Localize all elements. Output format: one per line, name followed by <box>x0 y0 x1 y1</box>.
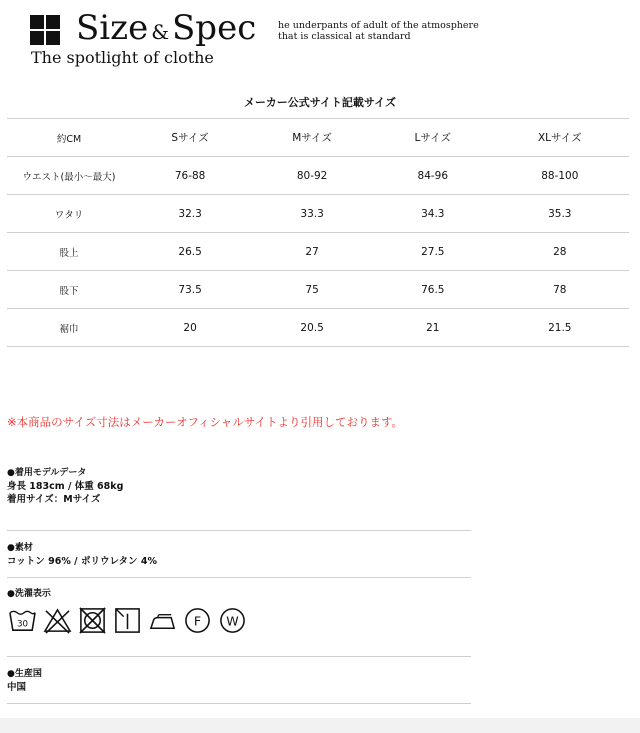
row-label: 裾巾 <box>7 309 131 347</box>
table-cell: 21.5 <box>491 309 629 347</box>
iron-low-icon <box>148 606 177 635</box>
table-cell: 28 <box>491 233 629 271</box>
divider <box>7 577 471 578</box>
header-cell-s: Sサイズ <box>131 119 249 157</box>
table-row <box>7 309 629 347</box>
table-cell: 32.3 <box>131 195 249 233</box>
table-row <box>7 271 629 309</box>
line-dry-shade-icon <box>113 606 142 635</box>
tagline <box>278 20 479 42</box>
table-cell: 20 <box>131 309 249 347</box>
title-amp: & <box>151 20 170 44</box>
model-worn-size: 着用サイズ：Mサイズ <box>7 494 101 505</box>
table-cell: 78 <box>491 271 629 309</box>
model-heading: ●着用モデルデータ <box>7 468 87 478</box>
dry-clean-f-icon <box>183 606 212 635</box>
table-row <box>7 233 629 271</box>
header-cell-xl: XLサイズ <box>491 119 629 157</box>
row-label: ワタリ <box>7 195 131 233</box>
table-cell: 21 <box>375 309 491 347</box>
row-label: 股上 <box>7 233 131 271</box>
table-cell: 20.5 <box>249 309 375 347</box>
divider <box>7 703 471 704</box>
origin-heading: ●生産国 <box>7 669 42 679</box>
no-tumble-dry-icon <box>78 606 107 635</box>
material-heading: ●素材 <box>7 543 33 553</box>
page-title <box>76 8 256 48</box>
origin-value: 中国 <box>7 682 27 693</box>
header-cell-m: Mサイズ <box>249 119 375 157</box>
wet-clean-w-icon <box>218 606 247 635</box>
row-label: ウエスト(最小〜最大) <box>7 157 131 195</box>
header-cell-l: Lサイズ <box>375 119 491 157</box>
title-size: Size <box>76 8 149 48</box>
row-label: 股下 <box>7 271 131 309</box>
table-cell: 27.5 <box>375 233 491 271</box>
page-subtitle: The spotlight of clothe <box>31 48 214 67</box>
size-table-header-row <box>7 119 629 157</box>
table-cell: 88-100 <box>491 157 629 195</box>
table-row <box>7 157 629 195</box>
care-heading: ●洗濯表示 <box>7 589 51 599</box>
divider <box>7 530 471 531</box>
bottom-bar <box>0 718 640 733</box>
table-cell: 35.3 <box>491 195 629 233</box>
table-cell: 76.5 <box>375 271 491 309</box>
tagline-line2: that is classical at standard <box>278 31 411 42</box>
table-cell: 34.3 <box>375 195 491 233</box>
logo-grid-icon <box>30 15 60 45</box>
size-table <box>7 118 629 347</box>
model-height-weight: 身長 183cm / 体重 68kg <box>7 481 124 492</box>
table-cell: 76-88 <box>131 157 249 195</box>
table-cell: 80-92 <box>249 157 375 195</box>
table-cell: 26.5 <box>131 233 249 271</box>
header-cell-unit: 約CM <box>7 119 131 157</box>
care-icons <box>8 606 247 635</box>
source-notice: ※本商品のサイズ寸法はメーカーオフィシャルサイトより引用しております。 <box>7 415 404 429</box>
size-table-title: メーカー公式サイト記載サイズ <box>243 96 397 109</box>
dry-clean-letter: F <box>193 613 202 629</box>
material-value: コットン 96% / ポリウレタン 4% <box>7 556 157 567</box>
table-cell: 75 <box>249 271 375 309</box>
table-cell: 33.3 <box>249 195 375 233</box>
table-row <box>7 195 629 233</box>
table-cell: 27 <box>249 233 375 271</box>
title-spec: Spec <box>172 8 257 48</box>
model-data-block <box>7 467 123 506</box>
table-cell: 73.5 <box>131 271 249 309</box>
wash-30-icon <box>8 606 37 635</box>
origin-block <box>7 668 42 694</box>
no-bleach-icon <box>43 606 72 635</box>
material-block <box>7 542 157 568</box>
header <box>30 10 630 72</box>
divider <box>7 656 471 657</box>
wet-clean-letter: W <box>226 613 239 629</box>
tagline-line1: he underpants of adult of the atmosphere <box>278 20 479 31</box>
care-block <box>7 588 51 601</box>
wash-temp-label: 30 <box>16 619 29 630</box>
table-cell: 84-96 <box>375 157 491 195</box>
